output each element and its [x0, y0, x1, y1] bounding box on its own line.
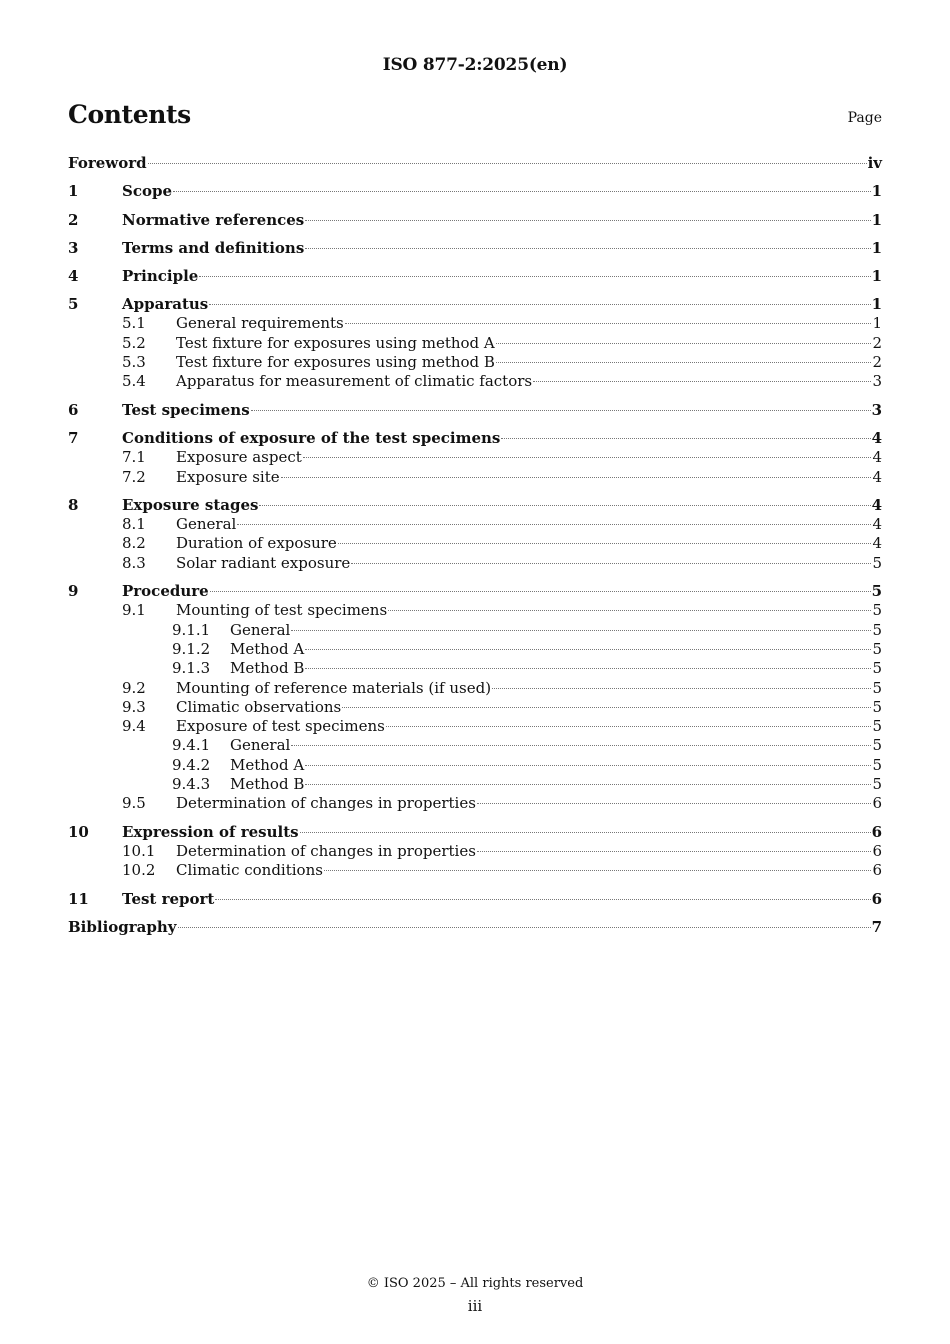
dot-leader [199, 276, 870, 277]
dot-leader [388, 610, 871, 611]
toc-entry[interactable] [68, 267, 882, 286]
toc-entry-title[interactable]: General requirements [176, 314, 344, 333]
toc-entry-page[interactable]: 5 [872, 620, 882, 639]
toc-entry[interactable] [68, 182, 882, 201]
toc-entry-page[interactable]: 1 [871, 182, 882, 201]
toc-entry-page[interactable]: 6 [872, 794, 882, 813]
toc-entry-title[interactable]: Scope [122, 182, 173, 201]
toc-entry-title[interactable]: Principle [122, 267, 199, 286]
toc-entry-page[interactable]: 5 [871, 582, 882, 601]
toc-entry[interactable] [68, 890, 882, 909]
toc-entry-title[interactable]: Conditions of exposure of the test specimens [122, 429, 501, 448]
toc-entry-title[interactable]: Foreword [68, 154, 147, 172]
dot-leader [305, 649, 871, 650]
toc-entry-number: 1 [68, 182, 79, 201]
toc-entry-page[interactable]: 1 [871, 210, 882, 229]
toc-entry-page[interactable]: 4 [871, 496, 882, 515]
toc-entry-number: 7.2 [122, 467, 146, 486]
toc-entry[interactable] [68, 698, 882, 717]
toc-entry-number: 7.1 [122, 448, 146, 467]
toc-entry-number: 5.1 [122, 314, 146, 333]
dot-leader [338, 543, 872, 544]
toc-entry-page[interactable]: 5 [872, 639, 882, 658]
dot-leader [291, 630, 871, 631]
toc-entry-number: 9 [68, 582, 79, 601]
toc-entry-page[interactable]: 3 [871, 400, 882, 419]
toc-entry-page[interactable]: 6 [871, 822, 882, 841]
toc-entry-title[interactable]: Mounting of reference materials (if used) [176, 678, 492, 697]
toc-entry-number: 8.3 [122, 553, 146, 572]
contents-heading: Contents [68, 100, 191, 129]
table-of-contents [68, 154, 882, 937]
toc-entry-title[interactable]: Method B [230, 659, 305, 678]
dot-leader [210, 591, 871, 592]
toc-entry-number: 2 [68, 210, 79, 229]
toc-entry-title[interactable]: Method A [230, 755, 305, 774]
dot-leader [209, 304, 870, 305]
toc-entry-number: 9.4 [122, 717, 146, 736]
page-column-label: Page [847, 110, 882, 126]
toc-entry[interactable] [68, 353, 882, 372]
toc-entry-number: 9.4.2 [172, 755, 211, 774]
toc-entry-number: 5.4 [122, 372, 146, 391]
toc-entry[interactable] [68, 775, 882, 794]
toc-entry-title[interactable]: Normative references [122, 210, 305, 229]
toc-entry-title[interactable]: Apparatus [122, 295, 209, 314]
toc-entry-page[interactable]: 5 [872, 755, 882, 774]
toc-entry-title[interactable]: Exposure aspect [176, 448, 302, 467]
dot-leader [305, 765, 871, 766]
toc-entry-page[interactable]: iv [867, 154, 882, 172]
toc-entry-title[interactable]: Procedure [122, 582, 209, 601]
dot-leader [305, 784, 871, 785]
toc-entry-number: 10 [68, 822, 89, 841]
toc-entry-title[interactable]: Expression of results [122, 822, 299, 841]
toc-entry-page[interactable]: 4 [872, 467, 882, 486]
dot-leader [533, 381, 871, 382]
toc-entry-title[interactable]: Climatic observations [176, 697, 342, 716]
dot-leader [300, 832, 871, 833]
toc-entry[interactable] [68, 554, 882, 573]
toc-entry[interactable] [68, 679, 882, 698]
toc-entry-page[interactable]: 5 [872, 697, 882, 716]
toc-entry-title[interactable]: Test fixture for exposures using method A [176, 333, 495, 352]
toc-entry-title[interactable]: Solar radiant exposure [176, 553, 351, 572]
toc-entry-title[interactable]: Bibliography [68, 918, 177, 937]
toc-entry-title[interactable]: Climatic conditions [176, 861, 323, 880]
page-number: iii [467, 1297, 483, 1315]
dot-leader [477, 851, 872, 852]
dot-leader [386, 726, 872, 727]
toc-entry-page[interactable]: 5 [872, 553, 882, 572]
toc-entry[interactable] [68, 429, 882, 448]
toc-entry[interactable] [68, 601, 882, 620]
dot-leader [215, 899, 870, 900]
toc-entry[interactable] [68, 372, 882, 391]
toc-entry-title[interactable]: Mounting of test specimens [176, 601, 388, 620]
toc-entry-page[interactable]: 1 [871, 238, 882, 257]
toc-entry[interactable] [68, 154, 882, 173]
toc-entry-number: 9.1.1 [172, 620, 211, 639]
toc-entry-number: 5.2 [122, 333, 146, 352]
toc-entry-page[interactable]: 1 [871, 267, 882, 286]
toc-entry[interactable] [68, 534, 882, 553]
dot-leader [305, 248, 870, 249]
dot-leader [324, 870, 872, 871]
toc-entry-page[interactable]: 2 [872, 353, 882, 372]
toc-entry-number: 11 [68, 889, 89, 908]
toc-entry[interactable] [68, 334, 882, 353]
dot-leader [342, 707, 871, 708]
toc-entry[interactable] [68, 823, 882, 842]
toc-entry-page[interactable]: 5 [872, 775, 882, 794]
toc-entry-number: 10.1 [122, 841, 156, 860]
dot-leader [477, 803, 872, 804]
toc-entry-page[interactable]: 7 [871, 918, 882, 937]
toc-entry[interactable] [68, 401, 882, 420]
dot-leader [237, 524, 871, 525]
toc-entry-title[interactable]: General [176, 515, 237, 534]
toc-entry-page[interactable]: 4 [872, 534, 882, 553]
toc-entry-number: 9.1 [122, 601, 146, 620]
toc-entry-title[interactable]: Test report [122, 889, 215, 908]
toc-entry-number: 9.1.2 [172, 639, 211, 658]
toc-entry-number: 6 [68, 400, 79, 419]
dot-leader [305, 668, 871, 669]
dot-leader [178, 927, 871, 928]
document-id-header: ISO 877-2:2025(en) [382, 55, 568, 75]
dot-leader [148, 163, 867, 164]
toc-entry[interactable] [68, 314, 882, 333]
toc-entry[interactable] [68, 515, 882, 534]
toc-entry-title[interactable]: Determination of changes in properties [176, 794, 476, 813]
toc-entry[interactable] [68, 918, 882, 937]
toc-entry[interactable] [68, 239, 882, 258]
toc-entry-page[interactable]: 1 [871, 295, 882, 314]
toc-entry-title[interactable]: Test fixture for exposures using method B [176, 353, 495, 372]
toc-entry[interactable] [68, 717, 882, 736]
toc-entry[interactable] [68, 794, 882, 813]
toc-entry-title[interactable]: General [230, 620, 291, 639]
toc-entry[interactable] [68, 736, 882, 755]
toc-entry-title[interactable]: Duration of exposure [176, 534, 337, 553]
toc-entry[interactable] [68, 582, 882, 601]
toc-entry-page[interactable]: 4 [871, 429, 882, 448]
toc-entry-page[interactable]: 5 [872, 717, 882, 736]
dot-leader [351, 563, 871, 564]
dot-leader [251, 410, 871, 411]
toc-entry-number: 9.4.1 [172, 736, 211, 755]
toc-entry-number: 9.2 [122, 678, 146, 697]
toc-entry-number: 10.2 [122, 861, 156, 880]
toc-entry-page[interactable]: 6 [872, 861, 882, 880]
dot-leader [173, 191, 871, 192]
toc-entry-number: 9.1.3 [172, 659, 211, 678]
copyright-notice: © ISO 2025 – All rights reserved [366, 1276, 584, 1291]
toc-entry-page[interactable]: 1 [872, 314, 882, 333]
toc-entry-page[interactable]: 6 [871, 889, 882, 908]
dot-leader [303, 457, 872, 458]
toc-entry-title[interactable]: Test specimens [122, 400, 250, 419]
toc-entry-number: 4 [68, 267, 79, 286]
toc-entry-page[interactable]: 5 [872, 736, 882, 755]
toc-entry-page[interactable]: 3 [872, 372, 882, 391]
toc-entry[interactable] [68, 211, 882, 230]
toc-entry-number: 9.4.3 [172, 775, 211, 794]
toc-entry-number: 7 [68, 429, 79, 448]
toc-entry[interactable] [68, 659, 882, 678]
toc-entry-title[interactable]: Determination of changes in properties [176, 841, 476, 860]
toc-entry-number: 8.2 [122, 534, 146, 553]
toc-entry-page[interactable]: 5 [872, 659, 882, 678]
toc-entry-page[interactable]: 6 [872, 841, 882, 860]
toc-entry-title[interactable]: General [230, 736, 291, 755]
toc-entry-page[interactable]: 2 [872, 333, 882, 352]
dot-leader [496, 343, 872, 344]
toc-entry-number: 8.1 [122, 515, 146, 534]
toc-entry-title[interactable]: Exposure of test specimens [176, 717, 385, 736]
toc-entry-title[interactable]: Method B [230, 775, 305, 794]
toc-entry[interactable] [68, 842, 882, 861]
dot-leader [496, 362, 872, 363]
toc-entry[interactable] [68, 295, 882, 314]
toc-entry-page[interactable]: 5 [872, 601, 882, 620]
dot-leader [305, 220, 870, 221]
toc-entry[interactable] [68, 640, 882, 659]
toc-entry-title[interactable]: Apparatus for measurement of climatic factors [176, 372, 533, 391]
toc-entry-number: 3 [68, 238, 79, 257]
toc-entry-title[interactable]: Exposure stages [122, 496, 259, 515]
toc-entry-number: 9.5 [122, 794, 146, 813]
dot-leader [291, 745, 871, 746]
toc-entry-number: 8 [68, 496, 79, 515]
dot-leader [501, 438, 870, 439]
dot-leader [259, 505, 870, 506]
toc-entry-number: 5 [68, 295, 79, 314]
dot-leader [281, 477, 872, 478]
toc-entry[interactable] [68, 861, 882, 880]
toc-entry-number: 9.3 [122, 697, 146, 716]
toc-entry-title[interactable]: Exposure site [176, 467, 280, 486]
toc-entry[interactable] [68, 621, 882, 640]
toc-entry[interactable] [68, 448, 882, 467]
toc-entry[interactable] [68, 756, 882, 775]
toc-entry-page[interactable]: 4 [872, 448, 882, 467]
toc-entry-page[interactable]: 4 [872, 515, 882, 534]
dot-leader [492, 688, 871, 689]
toc-entry-title[interactable]: Method A [230, 639, 305, 658]
toc-entry-title[interactable]: Terms and definitions [122, 238, 305, 257]
toc-entry-number: 5.3 [122, 353, 146, 372]
toc-entry[interactable] [68, 468, 882, 487]
dot-leader [345, 323, 872, 324]
toc-entry[interactable] [68, 496, 882, 515]
toc-entry-page[interactable]: 5 [872, 678, 882, 697]
